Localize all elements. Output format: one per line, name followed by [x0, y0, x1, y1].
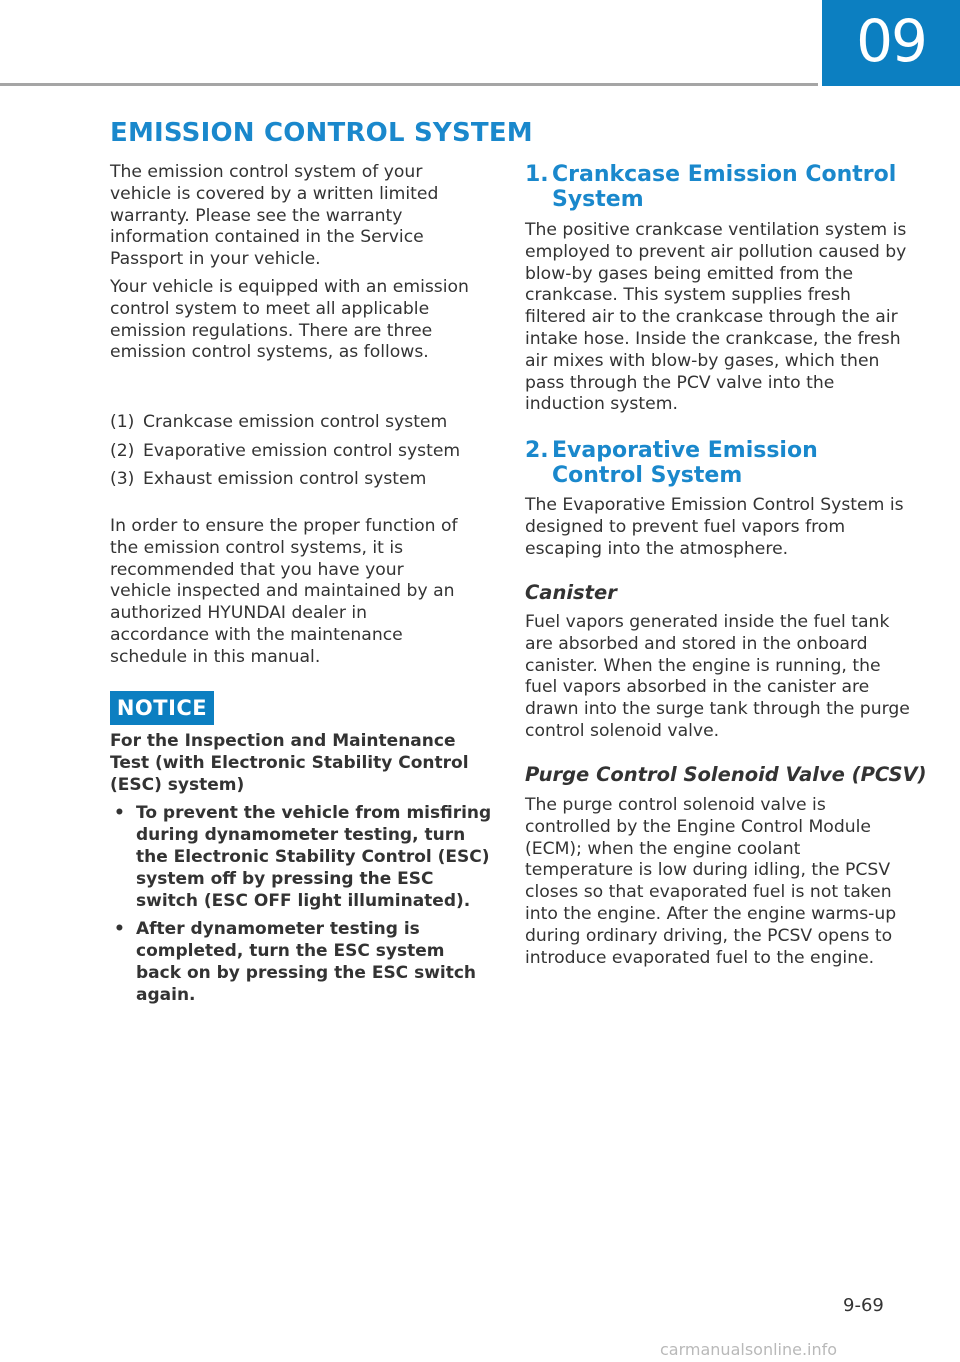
header-rule	[0, 83, 818, 86]
page-number: 9-69	[843, 1295, 884, 1316]
notice-badge	[110, 691, 214, 725]
pcsv-paragraph: The purge control solenoid valve is controlled by the Engine Control Module (ECM); when the engine coolant temperature is low during idling, the PCSV closes so that evaporated fuel is not taken into the engine. After the engine warms-up during ordinary driving, the PCSV opens to introduce evaporated fuel to the engine.	[525, 795, 897, 968]
notice-heading: For the Inspection and Maintenance Test (with Electronic Stability Control (ESC) system)	[110, 731, 469, 795]
bullet-dot: •	[114, 919, 125, 939]
list-item	[110, 440, 460, 462]
bullet-text: After dynamometer testing is completed, turn the ESC system back on by pressing the ESC switch again.	[136, 919, 477, 1005]
canister-heading: Canister	[525, 581, 617, 604]
list-text: Crankcase emission control system	[143, 412, 448, 432]
intro-paragraph-1: The emission control system of your vehicle is covered by a written limited warranty. Please see the warranty information contained in the Service Passport in your vehicle.	[110, 162, 439, 270]
intro-paragraph-3: In order to ensure the proper function of the emission control systems, it is recommended that you have your vehicle inspected and maintained by an authorized HYUNDAI dealer in accordance with the maintenance schedule in this manual.	[110, 516, 458, 667]
list-text: Evaporative emission control system	[143, 441, 461, 461]
heading-evaporative	[525, 438, 910, 488]
chapter-tab	[822, 0, 960, 86]
list-item	[110, 411, 447, 433]
pcsv-heading: Purge Control Solenoid Valve (PCSV)	[525, 763, 927, 786]
heading-crankcase	[525, 162, 910, 212]
chapter-number: 09	[856, 7, 926, 75]
list-number: (2)	[110, 441, 135, 461]
evaporative-paragraph: The Evaporative Emission Control System is designed to prevent fuel vapors from escaping into the atmosphere.	[525, 495, 904, 559]
heading-text: Crankcase Emission Control System	[552, 162, 897, 212]
canister-paragraph: Fuel vapors generated inside the fuel tank are absorbed and stored in the onboard canister. When the engine is running, the fuel vapors absorbed in the canister are drawn into the surge tank through the purge control solenoid valve.	[525, 612, 910, 741]
heading-number: 1.	[525, 162, 549, 187]
crankcase-paragraph: The positive crankcase ventilation system is employed to prevent air pollution caused by blow-by gases being emitted from the crankcase. This system supplies fresh filtered air to the crankcase through the air intake hose. Inside the crankcase, the fresh air mixes with blow-by gases, which then pass through the PCV valve into the induction system.	[525, 220, 907, 415]
heading-text: Evaporative Emission Control System	[552, 438, 818, 488]
section-title: EMISSION CONTROL SYSTEM	[110, 118, 533, 148]
notice-bullet	[110, 918, 495, 1006]
notice-label: NOTICE	[116, 696, 208, 720]
list-text: Exhaust emission control system	[143, 469, 427, 489]
list-number: (3)	[110, 469, 135, 489]
heading-number: 2.	[525, 438, 549, 463]
list-item	[110, 468, 426, 490]
list-number: (1)	[110, 412, 135, 432]
bullet-dot: •	[114, 803, 125, 823]
watermark: carmanualsonline.info	[660, 1340, 838, 1359]
bullet-text: To prevent the vehicle from misfiring during dynamometer testing, turn the Electronic Stability Control (ESC) system off by pressing the ESC switch (ESC OFF light illuminated).	[136, 803, 492, 911]
intro-paragraph-2: Your vehicle is equipped with an emission control system to meet all applicable emission regulations. There are three emission control systems, as follows.	[110, 277, 469, 363]
notice-bullet	[110, 802, 495, 912]
